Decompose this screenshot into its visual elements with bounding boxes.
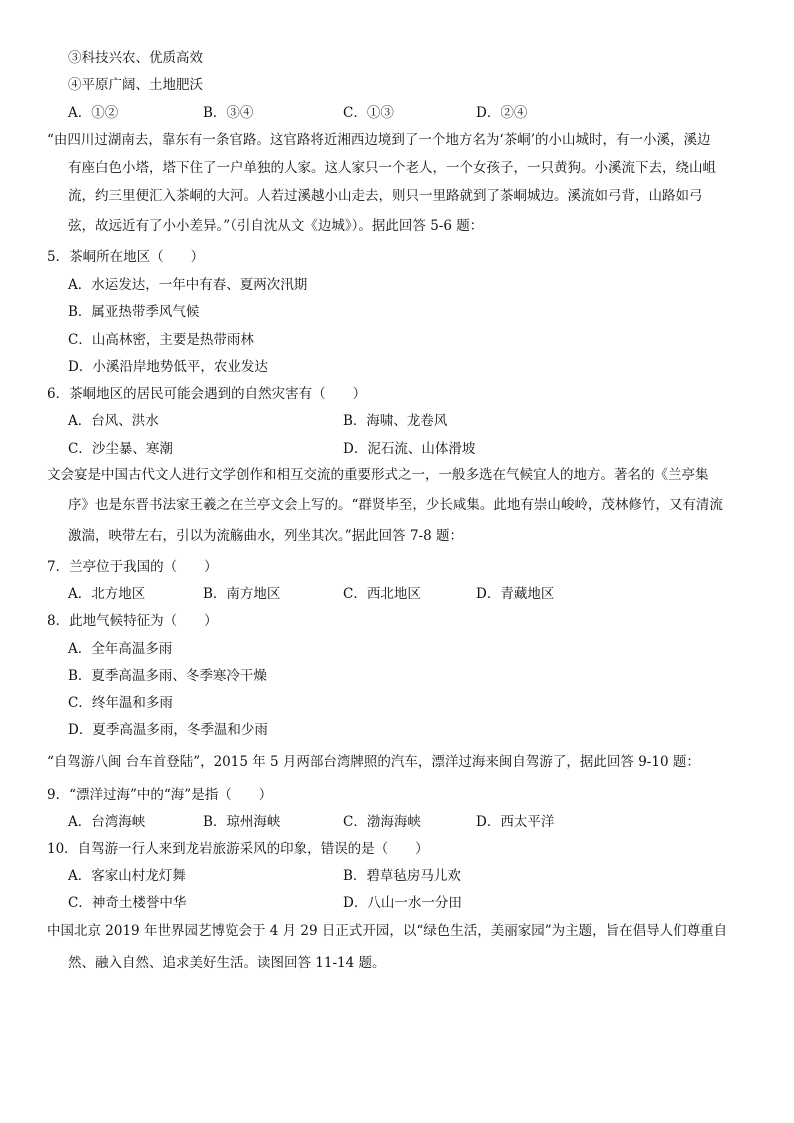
option-c: C．①③ <box>343 105 394 121</box>
question-7-stem: 7．兰亭位于我国的（ ） <box>47 559 218 575</box>
question-7-option-b: B．南方地区 <box>203 586 281 602</box>
passage-1-line-3: 流，约三里便汇入茶峒的大河。人若过溪越小山走去，则只一里路就到了茶峒城边。溪流如弓背，山路如弓 <box>68 188 703 204</box>
question-9-option-c: C．渤海海峡 <box>343 814 421 830</box>
question-8-stem: 8．此地气候特征为（ ） <box>47 613 218 629</box>
passage-4-line-1: 中国北京 2019 年世界园艺博览会于 4 月 29 日正式开园，以“绿色生活，美丽家园”为主题，旨在倡导人们尊重自 <box>47 923 728 939</box>
question-7-option-a: A．北方地区 <box>68 586 146 602</box>
question-10-stem: 10．自驾游一行人来到龙岩旅游采风的印象，错误的是（ ） <box>47 841 429 857</box>
question-8-option-c: C．终年温和多雨 <box>68 695 173 711</box>
passage-2-line-1: 文会宴是中国古代文人进行文学创作和相互交流的重要形式之一，一般多选在气候宜人的地方。著名的《兰亭集 <box>47 467 709 483</box>
passage-1-line-4: 弦，故远近有了小小差异。”（引自沈从文《边城》）。据此回答 5-6 题： <box>68 218 484 234</box>
question-8-option-d: D．夏季高温多雨，冬季温和少雨 <box>68 722 268 738</box>
question-7-option-c: C．西北地区 <box>343 586 421 602</box>
question-7-option-d: D．青藏地区 <box>476 586 555 602</box>
question-6-option-d: D．泥石流、山体滑坡 <box>343 441 476 457</box>
question-9-option-d: D．西太平洋 <box>476 814 555 830</box>
question-10-option-b: B．碧草毡房马儿欢 <box>343 868 461 884</box>
passage-4-line-2: 然、融入自然、追求美好生活。读图回答 11-14 题。 <box>68 955 386 971</box>
passage-3-line-1: “自驾游八闽 台车首登陆”，2015 年 5 月两部台湾牌照的汽车，漂洋过海来闽自驾游了，据此回答 9-10 题： <box>47 754 700 770</box>
passage-2-line-2: 序》也是东晋书法家王羲之在兰亭文会上写的。“群贤毕至，少长咸集。此地有崇山峻岭，茂林修竹，又有清流 <box>68 497 723 513</box>
question-5-option-c: C．山高林密，主要是热带雨林 <box>68 332 254 348</box>
question-9-option-b: B．琼州海峡 <box>203 814 281 830</box>
question-8-option-a: A．全年高温多雨 <box>68 641 173 657</box>
question-6-option-c: C．沙尘暴、寒潮 <box>68 441 173 457</box>
question-5-option-a: A．水运发达，一年中有春、夏两次汛期 <box>68 277 308 293</box>
option-d: D．②④ <box>476 105 528 121</box>
passage-2-line-3: 激湍，映带左右，引以为流觞曲水，列坐其次。”据此回答 7-8 题： <box>68 528 463 544</box>
question-9-option-a: A．台湾海峡 <box>68 814 146 830</box>
question-5-option-b: B．属亚热带季风气候 <box>68 304 200 320</box>
passage-1-line-2: 有座白色小塔，塔下住了一户单独的人家。这人家只一个老人，一个女孩子，一只黄狗。小溪流下去，绕山岨 <box>68 160 716 176</box>
option-a: A．①② <box>68 105 119 121</box>
statement-4: ④平原广阔、土地肥沃 <box>68 77 203 93</box>
question-8-option-b: B．夏季高温多雨、冬季寒冷干燥 <box>68 668 267 684</box>
statement-3: ③科技兴农、优质高效 <box>68 50 203 66</box>
question-10-option-d: D．八山一水一分田 <box>343 895 462 911</box>
question-5-option-d: D．小溪沿岸地势低平，农业发达 <box>68 359 268 375</box>
question-6-option-b: B．海啸、龙卷风 <box>343 413 448 429</box>
question-10-option-c: C．神奇土楼誉中华 <box>68 895 187 911</box>
passage-1-line-1: “由四川过湖南去，靠东有一条官路。这官路将近湘西边境到了一个地方名为‘茶峒’的小山城时，有一小溪，溪边 <box>47 132 711 148</box>
option-b: B．③④ <box>203 105 254 121</box>
question-10-option-a: A．客家山村龙灯舞 <box>68 868 186 884</box>
question-6-stem: 6．茶峒地区的居民可能会遇到的自然灾害有（ ） <box>47 386 367 402</box>
question-6-option-a: A．台风、洪水 <box>68 413 159 429</box>
question-9-stem: 9．“漂洋过海”中的“海”是指（ ） <box>47 787 273 803</box>
question-5-stem: 5．茶峒所在地区（ ） <box>47 249 205 265</box>
